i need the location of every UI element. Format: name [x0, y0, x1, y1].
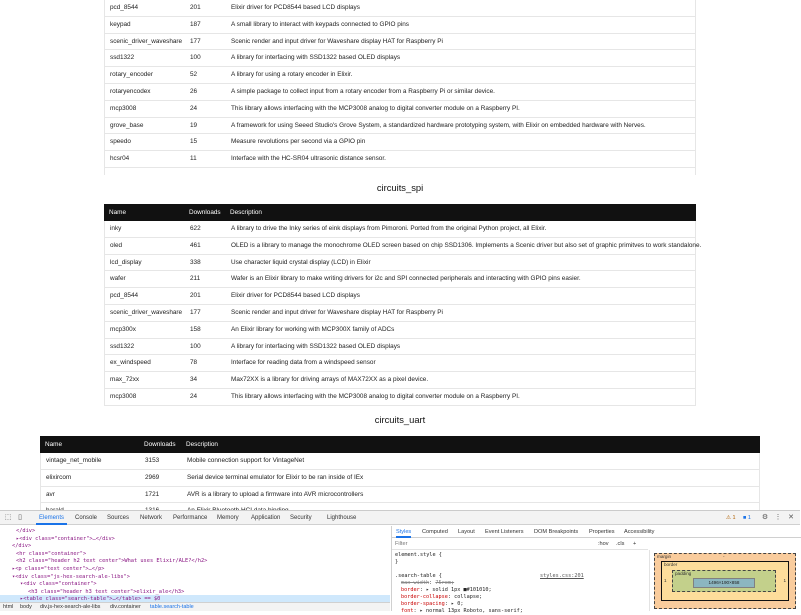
breadcrumb-item[interactable]: body [20, 604, 32, 610]
download-count: 201 [190, 292, 201, 300]
package-name-link[interactable]: grove_base [110, 121, 144, 129]
download-count: 2969 [145, 473, 160, 481]
dom-node-line[interactable]: <hr class="container"> [16, 550, 87, 557]
package-description: Interface with the HC-SR04 ultrasonic distance sensor. [231, 155, 386, 163]
table-row [105, 34, 695, 51]
css-declaration[interactable] [401, 601, 463, 608]
uart-table [40, 453, 760, 510]
breadcrumb-item[interactable]: table.search-table [150, 604, 194, 610]
download-count: 100 [190, 342, 201, 350]
download-count: 211 [190, 275, 201, 283]
breadcrumb-item[interactable]: div.container [110, 604, 141, 610]
css-property: border-collapse [401, 594, 448, 600]
device-toolbar-icon[interactable]: ▯ [18, 514, 22, 521]
new-style-rule-button[interactable]: + [633, 541, 637, 547]
padding-label: padding [675, 571, 692, 576]
table-row [105, 151, 695, 168]
table-row [105, 17, 695, 34]
download-count: 52 [190, 71, 198, 79]
package-description: Max72XX is a library for driving arrays of MAX72XX as a pixel device. [231, 376, 429, 384]
gpio-table [104, 0, 696, 175]
package-name-link[interactable]: rotary_encoder [110, 71, 153, 79]
package-name-link[interactable]: oled [110, 241, 123, 249]
css-declaration[interactable] [401, 580, 454, 587]
download-count: 26 [190, 88, 198, 95]
download-count: 461 [190, 241, 201, 249]
package-description: OLED is a library to manage the monochrome OLED screen based on chip SSD1306. Implements a Scenic driver but also set of graphic primitves to work standalone. [231, 241, 702, 249]
dom-node-line[interactable]: ▸<p class="text center">…</p> [12, 566, 105, 572]
element-style-close: } [395, 559, 399, 565]
table-row [105, 84, 695, 101]
content-size: 1496×190×858 [708, 580, 740, 585]
package-description: Scenic render and input driver for Waveshare display HAT for Raspberry Pi [231, 37, 443, 45]
download-count: 15 [190, 138, 198, 146]
package-name-link[interactable]: mcp300x [110, 325, 136, 333]
package-description: Wafer is an Elixir library to make writing drivers for i2c and SPI connected peripherals and interacting with GPIO pins easier. [231, 275, 581, 283]
download-count: 19 [190, 121, 198, 129]
package-name-link[interactable]: mcp3008 [110, 104, 137, 112]
table-row [41, 487, 759, 504]
dom-node-line[interactable]: <h3 class="header h3 text center">elixir_ale</h3> [28, 588, 185, 595]
dom-node-line[interactable]: ▾<div class="js-hex-search-ale-libs"> [12, 573, 130, 580]
element-style-rule: element.style { [395, 552, 442, 558]
package-description: A library for interfacing with SSD1322 based OLED displays [231, 54, 401, 62]
table-row [105, 0, 695, 17]
breadcrumb-item[interactable]: html [3, 604, 14, 610]
download-count: 187 [190, 20, 201, 28]
package-description: A library for using a rotary encoder in Elixir. [231, 71, 353, 79]
package-description: Elixir driver for PCD8544 based LCD displays [231, 4, 360, 11]
styles-tab-computed[interactable]: Computed [422, 529, 448, 535]
package-name-link[interactable]: max_72xx [110, 376, 140, 384]
css-colon: : [419, 587, 426, 593]
devtools-tab-lighthouse[interactable]: Lighthouse [327, 515, 357, 521]
dom-node-line[interactable]: </div> [12, 543, 32, 550]
package-name-link[interactable]: hcsr04 [110, 155, 130, 163]
rule-source-link[interactable]: styles.css:201 [540, 573, 584, 579]
dom-node-line[interactable]: ▸<table class="search-table">…</table> == $0 [0, 595, 390, 603]
box-model-padding [672, 570, 776, 592]
table-row [105, 389, 695, 406]
devtools-tab-sources[interactable]: Sources [107, 515, 130, 521]
package-name-link[interactable]: ex_windspeed [110, 359, 151, 367]
box-model-border [661, 561, 789, 601]
dom-node-line[interactable]: </div> [16, 528, 36, 534]
styles-pane [391, 526, 800, 614]
margin-value: - [723, 554, 725, 559]
table-row [105, 67, 695, 84]
devtools-tab-network[interactable]: Network [140, 515, 163, 521]
table-row [105, 288, 695, 305]
uart-table-header [40, 436, 760, 453]
devtools-tab-security[interactable]: Security [290, 515, 312, 521]
styles-tab-styles[interactable]: Styles [396, 526, 411, 538]
css-value: collapse; [454, 594, 483, 600]
devtools-tab-elements[interactable]: Elements [36, 511, 67, 525]
css-colon: : [447, 594, 455, 600]
css-property: font [401, 608, 414, 614]
download-count: 24 [190, 104, 198, 112]
margin-label: margin [657, 554, 672, 559]
table-row [105, 372, 695, 389]
css-colon: : [444, 601, 451, 607]
package-name-link[interactable]: elixircom [46, 473, 72, 481]
table-row [105, 271, 695, 288]
download-count: 177 [190, 309, 201, 316]
table-row [105, 118, 695, 135]
spi-table-header [104, 204, 696, 221]
table-row [105, 221, 695, 238]
css-property: border [401, 587, 420, 593]
css-declaration[interactable] [401, 587, 492, 594]
breadcrumb-item[interactable]: div.js-hex-search-ale-libs [40, 604, 101, 610]
devtools-tab-bar [0, 511, 800, 525]
package-name-link[interactable]: keypad [110, 20, 131, 28]
warning-badge[interactable]: ⚠ 1 [726, 515, 736, 521]
table-row [105, 305, 695, 322]
column-header-downloads: Downloads [189, 209, 221, 216]
styles-filter-row [392, 538, 648, 550]
package-description: Measure revolutions per second via a GPIO pin [231, 138, 366, 146]
download-count: 622 [190, 225, 201, 232]
package-description: Serial device terminal emulator for Elixir to be ran inside of IEx [187, 473, 364, 481]
hover-state-toggle[interactable]: :hov [598, 541, 609, 547]
package-name-link[interactable]: inky [110, 225, 122, 232]
package-name-link[interactable]: scenic_driver_waveshare [110, 37, 183, 45]
package-name-link[interactable]: ssd1322 [110, 54, 135, 62]
devtools-tab-performance[interactable]: Performance [173, 515, 208, 521]
border-label: border [664, 562, 678, 567]
package-description: Interface for reading data from a windspeed sensor [231, 359, 376, 367]
package-name-link[interactable]: ssd1322 [110, 342, 135, 350]
package-name-link[interactable]: avr [46, 490, 55, 498]
column-header-description: Description [230, 209, 262, 216]
package-description: AVR is a library to upload a firmware into AVR microcontrollers [187, 490, 364, 498]
package-name-link[interactable]: speedo [110, 138, 131, 146]
table-row [41, 453, 759, 470]
package-name-link[interactable]: pcd_8544 [110, 4, 139, 11]
dom-node-line[interactable]: ▾<div class="container"> [20, 581, 97, 588]
css-value: 75rem; [435, 580, 455, 586]
css-value: ▸ solid 1px ■#101010; [426, 587, 492, 593]
more-options-icon[interactable]: ⋮ [774, 514, 782, 521]
css-value: ▸ 0; [450, 601, 464, 607]
package-description: An Elixir library for working with MCP300X family of ADCs [231, 325, 395, 333]
spi-table [104, 221, 702, 406]
devtools-panel [0, 510, 800, 614]
inspect-element-icon[interactable]: ⬚ [4, 514, 12, 521]
column-header-downloads: Downloads [144, 441, 176, 448]
package-description: A framework for using Seeed Studio's Grove System, a standardized hardware prototyping system, with Elixir on embedded hardware with Nerves. [231, 121, 646, 129]
box-model-margin [654, 553, 796, 609]
devtools-tab-memory[interactable]: Memory [217, 515, 239, 521]
package-name-link[interactable]: mcp3008 [110, 393, 137, 400]
column-header-name: Name [109, 209, 127, 216]
package-name-link[interactable]: pcd_8544 [110, 292, 139, 300]
table-row [105, 134, 695, 151]
download-count: 177 [190, 37, 201, 45]
dom-node-line[interactable]: <h2 class="header h2 text center">What uses Elixir/ALE?</h2> [16, 558, 208, 565]
box-model-content [693, 578, 755, 588]
package-description: Mobile connection support for VintageNet [187, 457, 305, 464]
package-name-link[interactable]: lcd_display [110, 258, 142, 266]
package-description: This library allows interfacing with the MCP3008 analog to digital converter module on a Raspberry PI. [231, 393, 520, 400]
table-row [105, 50, 695, 67]
package-description: Scenic render and input driver for Waveshare display HAT for Raspberry Pi [231, 309, 443, 316]
styles-tab-accessibility[interactable]: Accessibility [624, 529, 655, 535]
package-description: This library allows interfacing with the MCP3008 analog to digital converter module on a Raspberry PI. [231, 104, 520, 112]
styles-filter-input[interactable]: Filter [395, 541, 408, 547]
dom-node-line[interactable]: ▸<div class="container">…</div> [16, 535, 115, 542]
package-description: A small library to interact with keypads connected to GPIO pins [231, 20, 409, 28]
download-count: 34 [190, 376, 198, 384]
package-description: A library to drive the Inky series of eink displays from Pimoroni. Ported from the original Python project, all Elixir. [231, 225, 547, 232]
css-colon: : [429, 580, 436, 586]
table-row [105, 355, 695, 372]
class-toggle[interactable]: .cls [616, 541, 625, 547]
package-name-link[interactable]: rotaryencodex [110, 88, 151, 95]
package-description: Use character liquid crystal display (LCD) in Elixir [231, 258, 371, 266]
table-row [41, 470, 759, 487]
column-header-name: Name [45, 441, 63, 448]
section-title-uart: circuits_uart [374, 414, 426, 425]
section-title-spi: circuits_spi [376, 182, 424, 193]
styles-tab-event-listeners[interactable]: Event Listeners [485, 529, 524, 535]
info-count: 1 [747, 515, 751, 521]
rule-selector: .search-table { [395, 573, 442, 579]
download-count: 158 [190, 325, 201, 333]
info-badge[interactable]: ■ 1 [743, 515, 751, 521]
package-name-link[interactable]: wafer [110, 275, 126, 283]
package-name-link[interactable]: scenic_driver_waveshare [110, 309, 183, 316]
download-count: 24 [190, 393, 198, 400]
styles-tab-dom-breakpoints[interactable]: DOM Breakpoints [534, 529, 579, 535]
package-description: A library for interfacing with SSD1322 based OLED displays [231, 342, 401, 350]
css-property: border-spacing [401, 601, 445, 607]
package-description: Elixir driver for PCD8544 based LCD displays [231, 292, 360, 300]
column-header-description: Description [186, 441, 218, 448]
css-declaration[interactable] [401, 608, 523, 615]
download-count: 201 [190, 4, 201, 11]
devtools-tab-console[interactable]: Console [75, 515, 98, 521]
table-row [105, 322, 695, 339]
border-value-right: 1 [783, 578, 786, 583]
css-property: max-width [401, 580, 430, 586]
download-count: 338 [190, 258, 201, 266]
warning-count: 1 [732, 515, 736, 521]
css-declaration[interactable] [401, 594, 482, 601]
table-row [105, 339, 695, 356]
table-row [105, 255, 695, 272]
package-name-link[interactable]: vintage_net_mobile [46, 457, 102, 464]
css-value: ▸ normal 13px Roboto, sans-serif; [419, 608, 523, 614]
devtools-tab-application[interactable]: Application [251, 515, 281, 521]
dom-tree[interactable] [0, 526, 390, 601]
styles-tab-layout[interactable]: Layout [458, 529, 475, 535]
element-breadcrumb [0, 602, 390, 611]
package-description: A simple package to collect input from a rotary encoder from a Raspberry Pi or similar device. [231, 88, 495, 95]
styles-tab-properties[interactable]: Properties [589, 529, 615, 535]
css-colon: : [413, 608, 420, 614]
table-row [105, 101, 695, 118]
download-count: 11 [190, 155, 197, 163]
download-count: 78 [190, 359, 198, 367]
border-value-left: 1 [664, 578, 667, 583]
download-count: 1721 [145, 490, 160, 498]
download-count: 100 [190, 54, 201, 62]
table-row [105, 238, 702, 255]
settings-gear-icon[interactable]: ⚙ [761, 514, 769, 521]
close-devtools-icon[interactable]: ✕ [788, 514, 794, 521]
styles-tab-bar [392, 526, 801, 538]
box-model-diagram [649, 550, 801, 611]
download-count: 3153 [145, 457, 160, 464]
